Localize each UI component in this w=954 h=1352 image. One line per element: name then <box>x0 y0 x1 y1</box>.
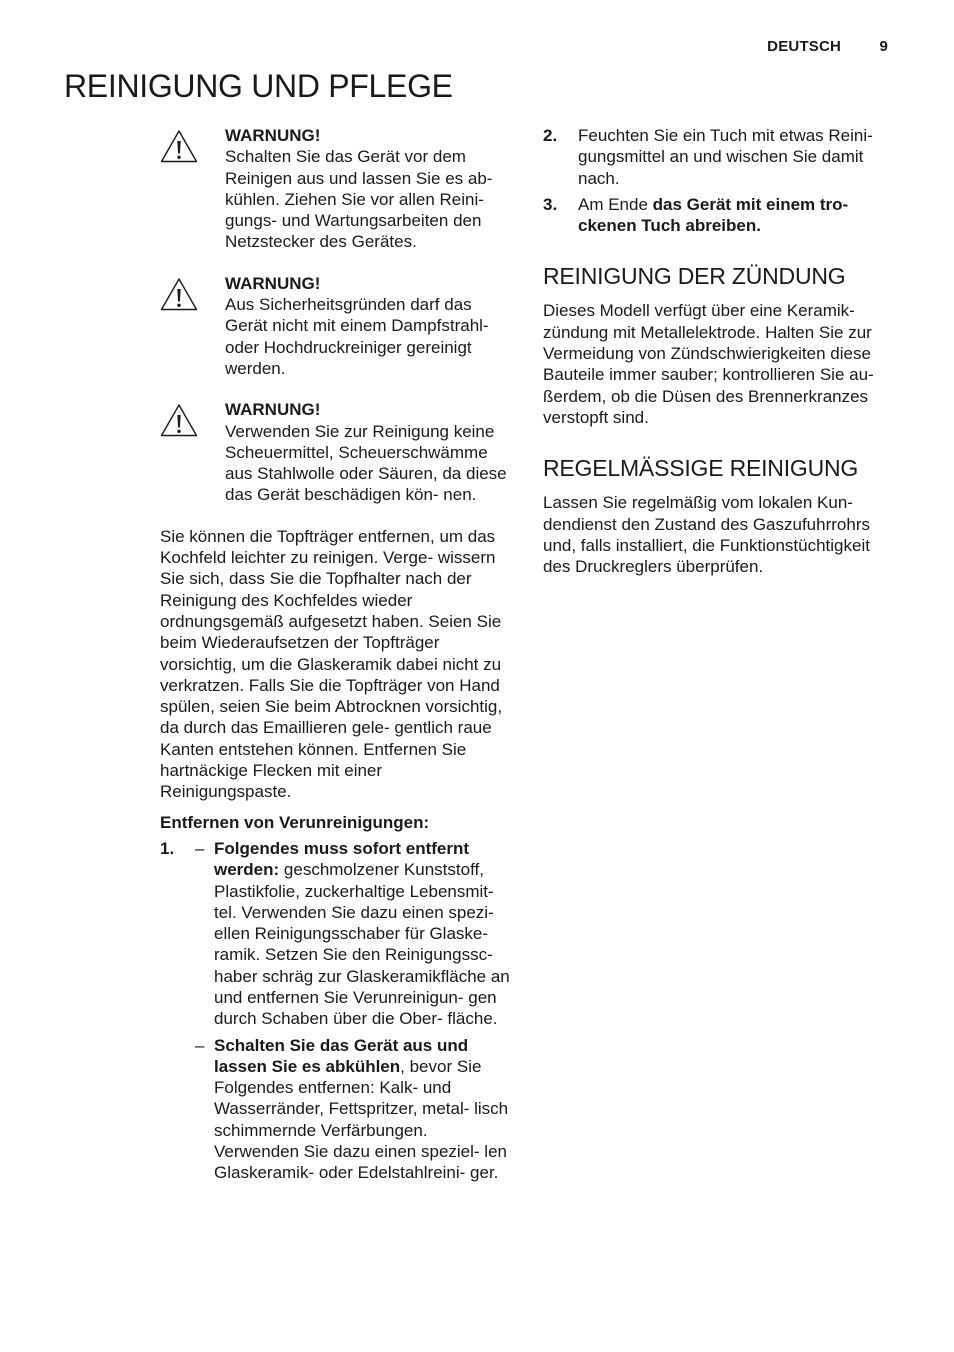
list-item <box>160 838 512 1030</box>
warning-text: Schalten Sie das Gerät vor dem Reinigen aus und lassen Sie es ab- kühlen. Ziehen Sie vor allen Reini- gungs- und Wartungsarbeiten den Netzstecker des Gerätes. <box>225 147 493 252</box>
step-number: 1. <box>160 838 175 858</box>
list-item <box>543 125 898 189</box>
dash-bullet: – <box>195 838 205 858</box>
warning-block <box>160 125 512 253</box>
removal-heading: Entfernen von Verunreinigungen: <box>160 812 430 832</box>
list-item <box>160 1035 512 1184</box>
warning-triangle-icon <box>160 403 198 437</box>
item-text: , bevor Sie Folgendes entfernen: Kalk- und Wasserränder, Fettspritzer, metal- lisch schimmernde Verfärbungen. Verwenden Sie dazu einen speziel- len Glaskeramik- oder Edelstahlreini- ger. <box>214 1056 509 1183</box>
page-header <box>767 38 888 55</box>
item-text: Feuchten Sie ein Tuch mit etwas Reini- gungsmittel an und wischen Sie damit nach. <box>578 126 873 188</box>
warning-block <box>160 399 512 505</box>
warning-triangle-icon <box>160 129 198 163</box>
item-text: geschmolzener Kunststoff, Plastikfolie, zuckerhaltige Lebensmit- tel. Verwenden Sie dazu einen spezi- ellen Reinigungsschaber für Glaske- ramik. Setzen Sie den Reinigungssc- haber schräg zur Glaskeramikfläche an und entfernen Sie Verunreinigun- gen durch Schaben über die Ober- fläche. <box>214 860 510 1029</box>
item-bold-text: Folgendes muss sofort entfernt werden: <box>214 838 470 880</box>
ignition-paragraph: Dieses Modell verfügt über eine Keramik- zündung mit Metallelektrode. Halten Sie zur Vermeidung von Zündschwierigkeiten diese Bauteile immer sauber; kontrollieren Sie au- ßerdem, ob die Düsen des Brennerkranzes verstopft sind. <box>543 301 874 427</box>
warning-title: WARNUNG! <box>225 126 321 145</box>
section-heading-regular: REGELMÄSSIGE REINIGUNG <box>543 455 859 482</box>
item-bold-text: das Gerät mit einem tro- ckenen Tuch abreiben. <box>578 194 849 236</box>
step-number: 3. <box>543 194 558 214</box>
right-column <box>543 125 898 586</box>
regular-paragraph: Lassen Sie regelmäßig vom lokalen Kun- dendienst den Zustand des Gaszufuhrrohrs und, falls installiert, die Funktionstüchtigkeit des Druckreglers überprüfen. <box>543 493 870 577</box>
step-number: 2. <box>543 126 558 145</box>
page-title: REINIGUNG UND PFLEGE <box>64 68 453 104</box>
item-text: Am Ende <box>578 194 653 214</box>
left-column <box>160 125 512 1189</box>
warning-title: WARNUNG! <box>225 400 321 420</box>
page-number: 9 <box>879 38 888 55</box>
warning-block <box>160 273 512 379</box>
warning-text: Aus Sicherheitsgründen darf das Gerät nicht mit einem Dampfstrahl- oder Hochdruckreiniger gereinigt werden. <box>225 295 489 378</box>
warning-title: WARNUNG! <box>225 273 321 293</box>
language-label: DEUTSCH <box>767 38 842 55</box>
warning-text: Verwenden Sie zur Reinigung keine Scheuermittel, Scheuerschwämme aus Stahlwolle oder Säuren, da diese das Gerät beschädigen kön- nen. <box>225 421 507 505</box>
intro-paragraph: Sie können die Topfträger entfernen, um das Kochfeld leichter zu reinigen. Verge- wissern Sie sich, dass Sie die Topfhalter nach der Reinigung des Kochfeldes wieder ordnungsgemäß aufgesetzt haben. Seien Sie beim Wiederaufsetzen der Topfträger vorsichtig, um die Glaskeramik dabei nicht zu verkratzen. Falls Sie die Topfträger von Hand spülen, seien Sie beim Abtrocknen vorsichtig, da durch das Emaillieren gele- gentlich raue Kanten entstehen können. Entfernen Sie hartnäckige Flecken mit einer Reinigungspaste. <box>160 526 503 802</box>
list-item <box>543 194 898 237</box>
warning-triangle-icon <box>160 277 198 311</box>
dash-bullet: – <box>195 1035 205 1055</box>
item-bold-text: Schalten Sie das Gerät aus und lassen Sie es abkühlen <box>214 1035 469 1076</box>
section-heading-ignition: REINIGUNG DER ZÜNDUNG <box>543 263 846 290</box>
